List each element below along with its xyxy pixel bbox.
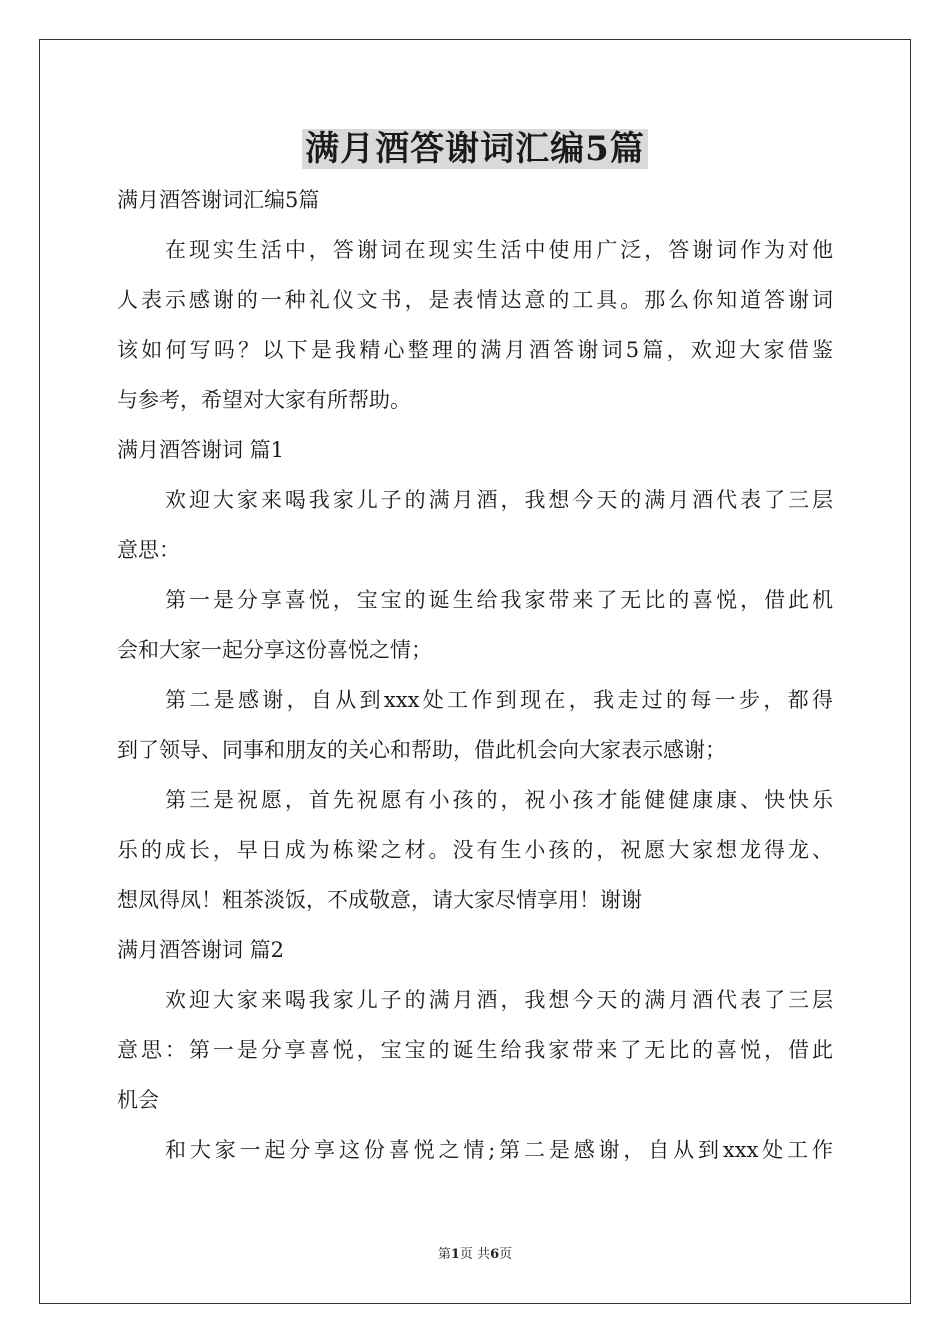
page-total: 6 — [490, 1247, 500, 1262]
section-heading-2: 满月酒答谢词 篇2 — [117, 938, 285, 962]
paragraph: 第三是祝愿，首先祝愿有小孩的，祝小孩才能健健康康、快快乐 乐的成长，早日成为栋梁之材。没有生小孩的，祝愿大家想龙得龙、 想凤得凤！粗茶淡饭，不成敬意，请大家尽情享用！谢谢 — [117, 788, 833, 912]
page-footer: 第1页 共6页 — [437, 1247, 513, 1262]
intro-paragraph-cont: 人表示感谢的一种礼仪文书，是表情达意的工具。那么你知道答谢词 该如何写吗？以下是我精心整理的满月酒答谢词5篇，欢迎大家借鉴 与参考，希望对大家有所帮助。 — [117, 288, 833, 412]
intro-paragraph: 在现实生活中，答谢词在现实生活中使用广泛，答谢词作为对他 — [165, 238, 833, 262]
document-title: 满月酒答谢词汇编5篇 — [0, 126, 950, 172]
page-number: 1 — [450, 1247, 460, 1262]
paragraph: 第一是分享喜悦，宝宝的诞生给我家带来了无比的喜悦，借此机 会和大家一起分享这份喜悦之情； — [117, 588, 833, 662]
section-heading-1: 满月酒答谢词 篇1 — [117, 438, 285, 462]
paragraph: 欢迎大家来喝我家儿子的满月酒，我想今天的满月酒代表了三层 意思：第一是分享喜悦，宝宝的诞生给我家带来了无比的喜悦，借此 机会 — [117, 988, 833, 1112]
paragraph: 和大家一起分享这份喜悦之情;第二是感谢，自从到xxx处工作 — [165, 1138, 833, 1162]
paragraph: 第二是感谢，自从到xxx处工作到现在，我走过的每一步，都得 到了领导、同事和朋友的关心和帮助，借此机会向大家表示感谢； — [117, 688, 833, 762]
paragraph: 欢迎大家来喝我家儿子的满月酒，我想今天的满月酒代表了三层 意思： — [117, 488, 833, 562]
document-body — [117, 175, 833, 1175]
subtitle: 满月酒答谢词汇编5篇 — [117, 188, 320, 212]
